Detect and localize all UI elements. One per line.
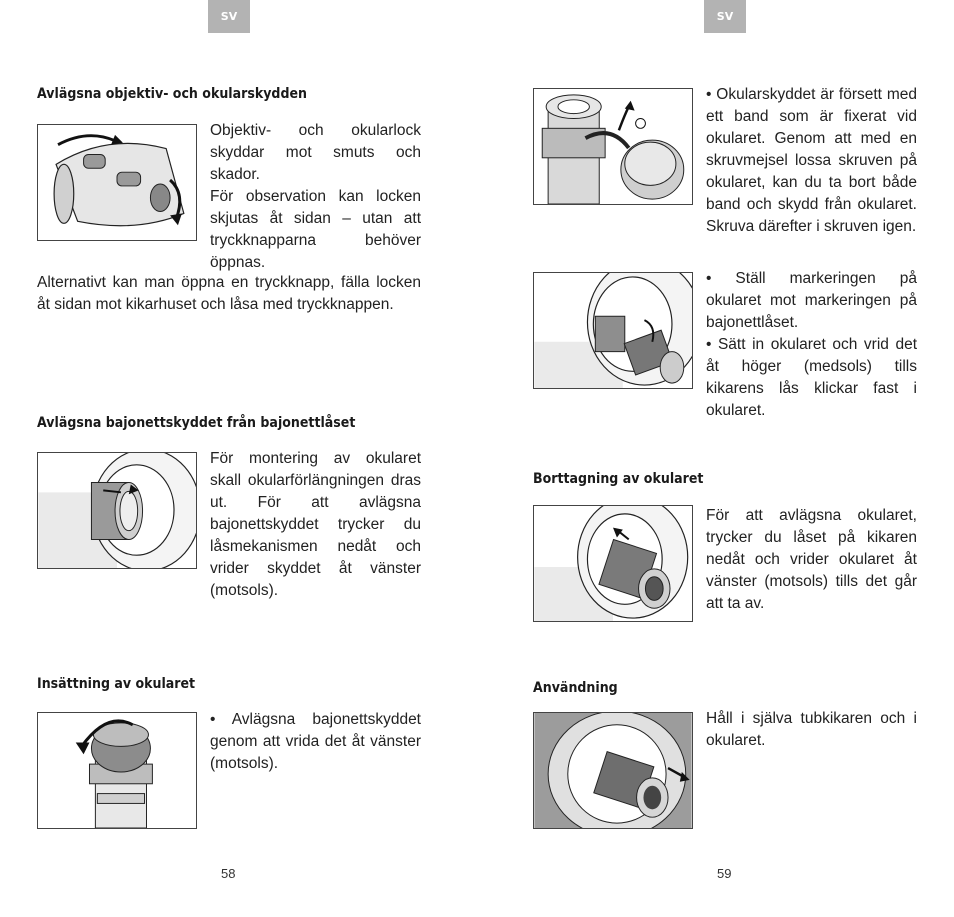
para-caps-protect: Objektiv- och okularlock skyddar mot smuts och skador.: [210, 122, 421, 183]
illustration-lens-caps: [37, 124, 197, 241]
text-lens-caps: [210, 120, 421, 274]
text-attach-eyepiece: [706, 268, 917, 422]
heading-usage: Användning: [533, 680, 618, 696]
heading-remove-lens-caps: Avlägsna objektiv- och okularskydden: [37, 86, 307, 102]
heading-remove-eyepiece: Borttagning av okularet: [533, 471, 704, 487]
language-tab-right: SV: [704, 0, 746, 33]
text-eyepiece-cap: [706, 84, 917, 238]
illustration-bayonet-cover: [37, 452, 197, 569]
illustration-usage: [533, 712, 693, 829]
illustration-remove-eyepiece: [533, 505, 693, 622]
para-usage: Håll i själva tubkikaren och i okularet.: [706, 710, 917, 749]
para-caps-slide: För observation kan locken skjutas åt sidan – utan att tryckknapparna behöver öppnas.: [210, 188, 421, 271]
heading-remove-bayonet-cover: Avlägsna bajonettskyddet från bajonettlåset: [37, 415, 356, 431]
para-remove-eyepiece: För att avlägsna okularet, trycker du låset på kikaren nedåt och vrider okularet åt vänster (motsols) tills det går att ta av.: [706, 507, 917, 612]
bullet-remove-bayonet: • Avlägsna bajonettskyddet genom att vrida det åt vänster (motsols).: [210, 711, 421, 772]
page-number-right: 59: [717, 866, 732, 881]
para-bayonet-cover: För montering av okularet skall okularförlängningen dras ut. För att avlägsna bajonettskyddet trycker du låsmekanismen nedåt och vrider skyddet åt vänster (motsols).: [210, 450, 421, 599]
illustration-insert-eyepiece: [37, 712, 197, 829]
para-caps-alternative: Alternativt kan man öppna en tryckknapp, fälla locken åt sidan mot kikarhuset och låsa med tryckknappen.: [37, 274, 421, 313]
language-tab-left: SV: [208, 0, 250, 33]
bullet-insert-rotate: • Sätt in okularet och vrid det åt höger (medsols) tills kikarens lås klickar fast i okularet.: [706, 336, 917, 419]
heading-insert-eyepiece: Insättning av okularet: [37, 676, 196, 692]
bullet-eyepiece-cap: • Okularskyddet är försett med ett band som är fixerat vid okularet. Genom att med en skruvmejsel lossa skruven på okularet, kan du ta bort både band och skydd från okularet. Skruva därefter i skruven igen.: [706, 86, 917, 235]
illustration-eyepiece-cap: [533, 88, 693, 205]
illustration-attach-eyepiece: [533, 272, 693, 389]
bullet-align-marks: • Ställ markeringen på okularet mot markeringen på bajonettlåset.: [706, 270, 917, 331]
page-number-left: 58: [221, 866, 236, 881]
